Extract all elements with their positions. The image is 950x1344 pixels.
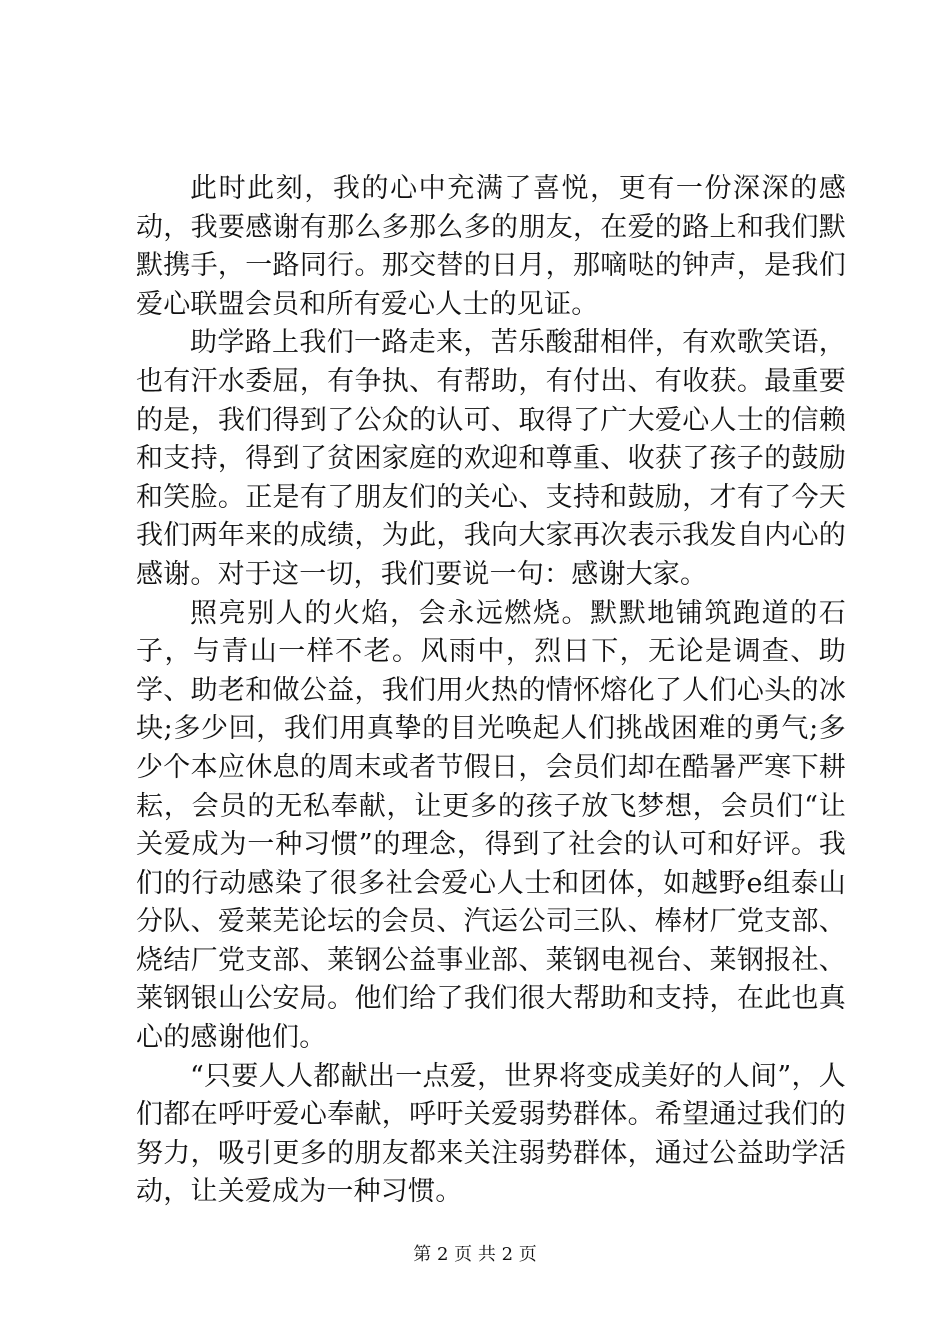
body-text — [136, 170, 846, 1212]
paragraph-1: 此时此刻，我的心中充满了喜悦，更有一份深深的感动，我要感谢有那么多那么多的朋友，在爱的路上和我们默默携手，一路同行。那交替的日月，那嘀哒的钟声，是我们爱心联盟会员和所有爱心人士的见证。 — [136, 173, 846, 320]
paragraph-4: “只要人人都献出一点爱，世界将变成美好的人间”，人们都在呼吁爱心奉献，呼吁关爱弱势群体。希望通过我们的努力，吸引更多的朋友都来关注弱势群体，通过公益助学活动，让关爱成为一种习惯。 — [136, 1060, 846, 1208]
page-footer: 第 2 页 共 2 页 — [413, 1244, 537, 1265]
paragraph-2: 助学路上我们一路走来，苦乐酸甜相伴，有欢歌笑语，也有汗水委屈，有争执、有帮助，有付出、有收获。最重要的是，我们得到了公众的认可、取得了广大爱心人士的信赖和支持，得到了贫困家庭的欢迎和尊重、收获了孩子的鼓励和笑脸。正是有了朋友们的关心、支持和鼓励，才有了今天我们两年来的成绩，为此，我向大家再次表示我发自内心的感谢。对于这一切，我们要说一句：感谢大家。 — [136, 327, 846, 590]
paragraph-3: 照亮别人的火焰，会永远燃烧。默默地铺筑跑道的石子，与青山一样不老。风雨中，烈日下，无论是调查、助学、助老和做公益，我们用火热的情怀熔化了人们心头的冰块;多少回，我们用真挚的目光唤起人们挑战困难的勇气;多少个本应休息的周末或者节假日，会员们却在酷暑严寒下耕耘，会员的无私奉献，让更多的孩子放飞梦想，会员们“让关爱成为一种习惯”的理念，得到了社会的认可和好评。我们的行动感染了很多社会爱心人士和团体，如越野e组泰山分队、爱莱芜论坛的会员、汽运公司三队、棒材厂党支部、烧结厂党支部、莱钢公益事业部、莱钢电视台、莱钢报社、莱钢银山公安局。他们给了我们很大帮助和支持，在此也真心的感谢他们。 — [136, 597, 846, 1054]
